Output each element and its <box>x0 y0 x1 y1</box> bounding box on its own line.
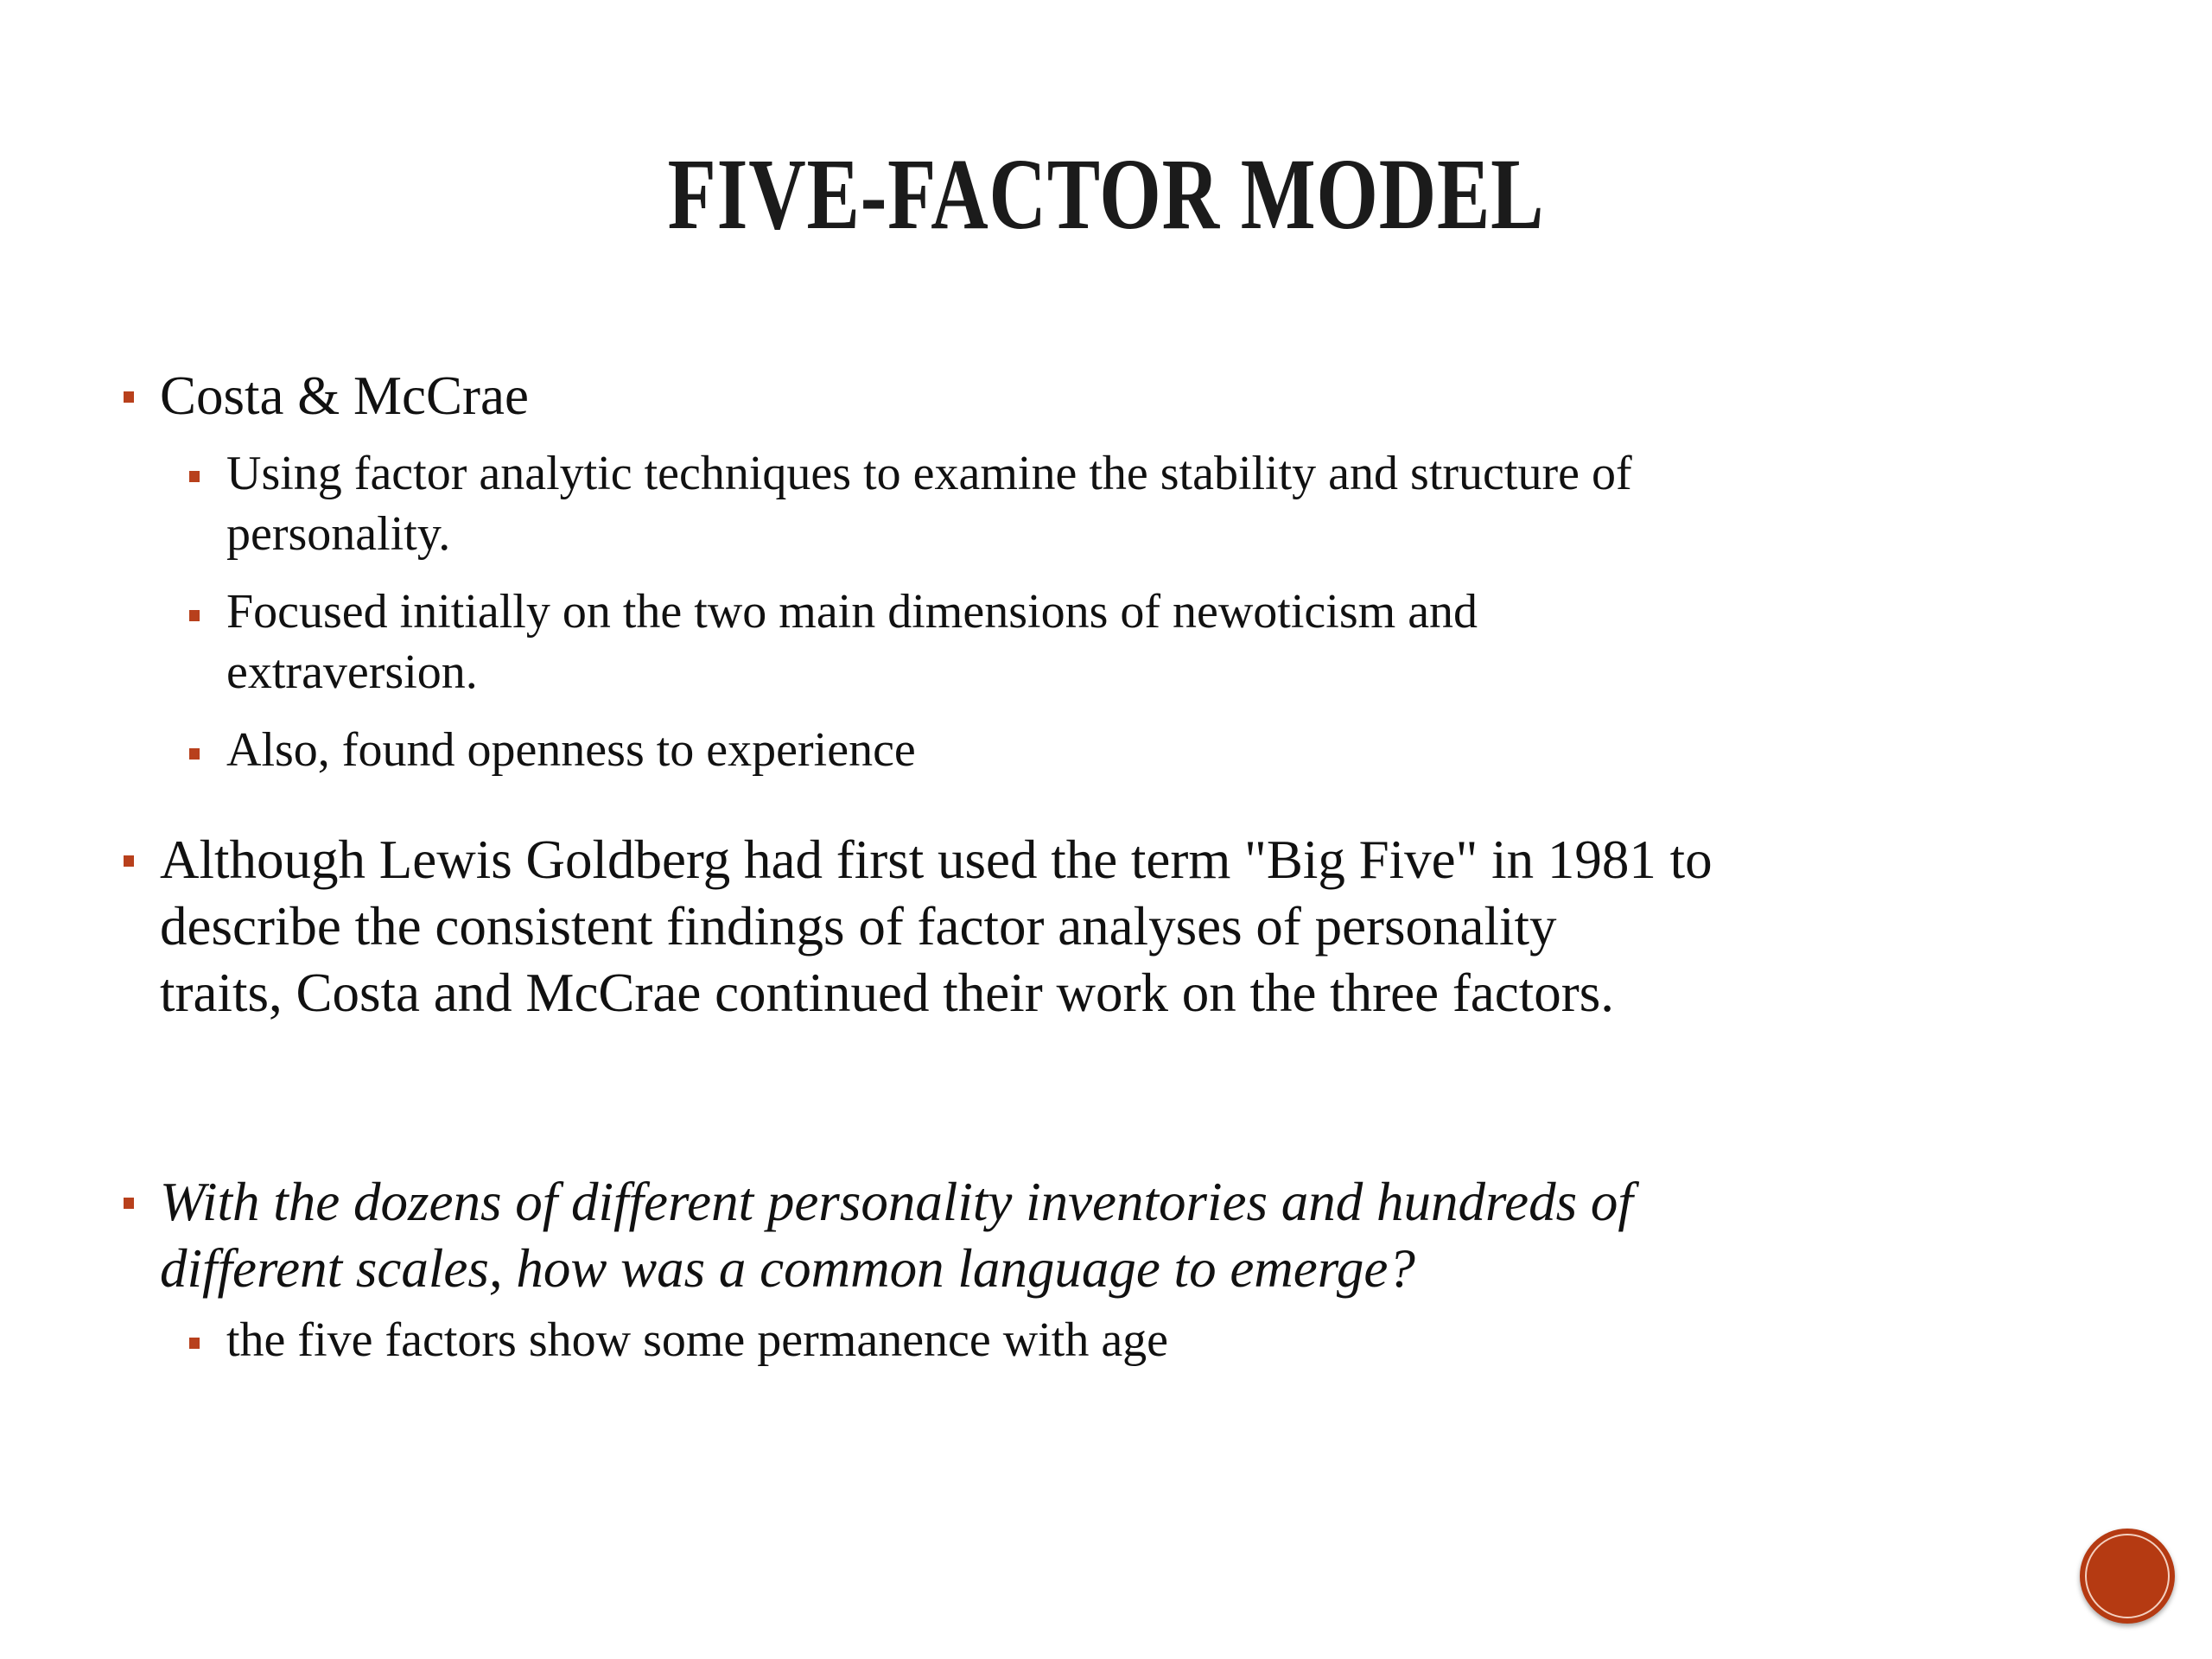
bullet-line: different scales, how was a common language to emerge? <box>160 1238 1415 1299</box>
sub-bullet-line: extraversion. <box>226 645 478 699</box>
bullet-marker-icon <box>189 1338 200 1349</box>
bullet-line: traits, Costa and McCrae continued their work on the three factors. <box>160 963 1614 1023</box>
bullet-marker-icon <box>124 391 134 403</box>
sub-bullet-line: Also, found openness to experience <box>226 723 916 777</box>
sub-bullet-line: Using factor analytic techniques to examine the stability and structure of <box>226 447 1632 500</box>
bullet-marker-icon <box>124 855 134 867</box>
bullet-line: Although Lewis Goldberg had first used the term "Big Five" in 1981 to <box>160 830 1713 890</box>
slide-title: FIVE-FACTOR MODEL <box>667 137 1545 251</box>
circle-button-icon[interactable] <box>2080 1529 2175 1624</box>
sub-bullet-line: the five factors show some permanence with age <box>226 1313 1169 1367</box>
bullet-marker-icon <box>124 1198 134 1209</box>
sub-bullet-line: personality. <box>226 507 451 561</box>
bullet-marker-icon <box>189 471 200 482</box>
bullet-marker-icon <box>189 610 200 621</box>
bullet-line: With the dozens of different personality inventories and hundreds of <box>160 1172 1633 1232</box>
bullet-marker-icon <box>189 748 200 760</box>
sub-bullet-line: Focused initially on the two main dimensions of newoticism and <box>226 585 1478 639</box>
bullet-line: describe the consistent findings of factor analyses of personality <box>160 896 1557 957</box>
button-ring <box>2085 1534 2170 1618</box>
bullet-text: Costa & McCrae <box>160 365 529 426</box>
